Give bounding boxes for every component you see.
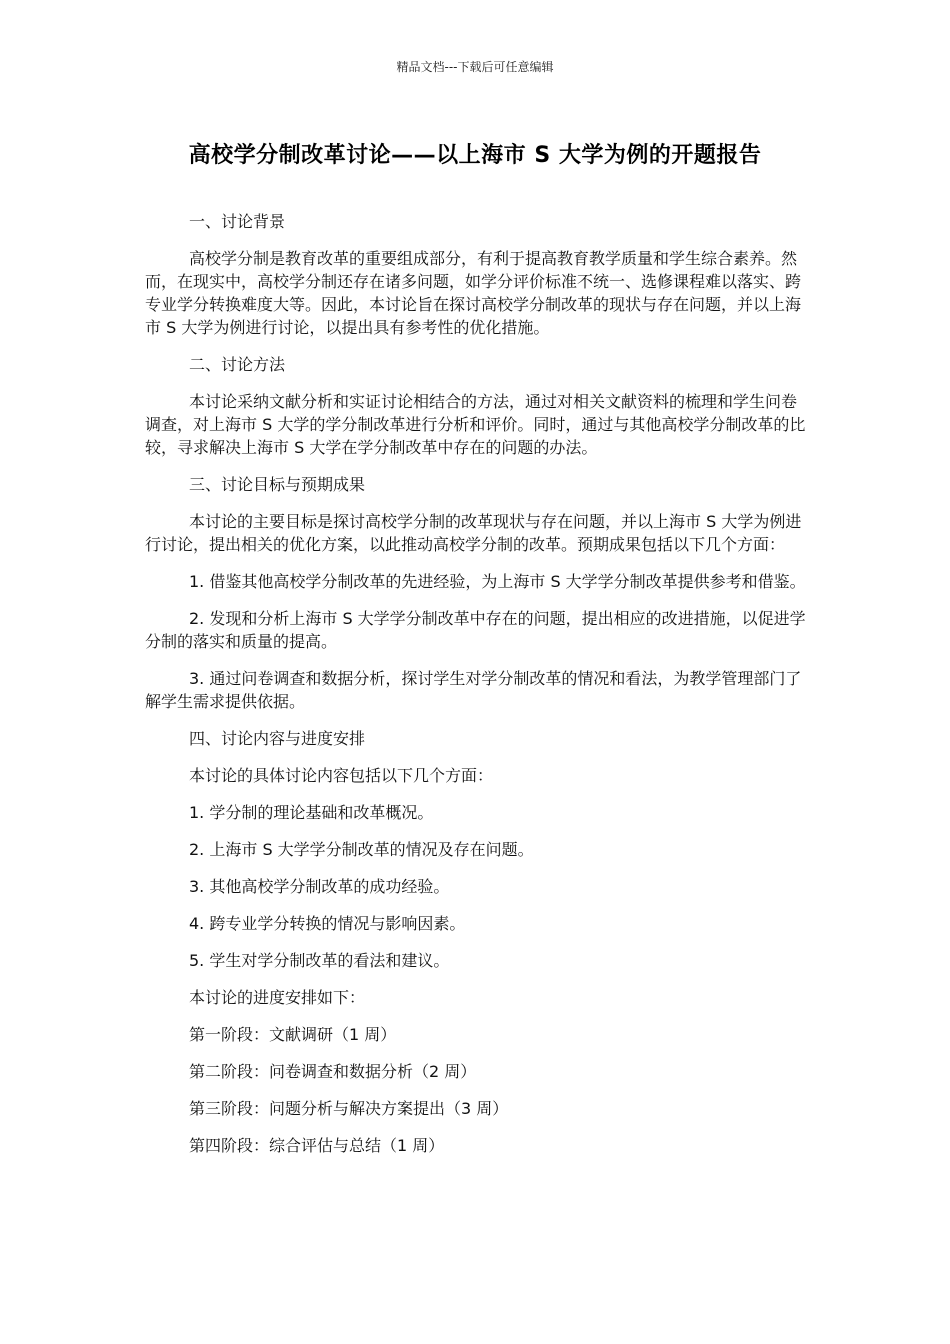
section-heading-goals: 三、讨论目标与预期成果: [189, 475, 366, 494]
goal-item-3: 3. 通过问卷调查和数据分析，探讨学生对学分制改革的情况和看法，为教学管理部门了解学生需求提供依据。: [145, 669, 802, 711]
content-item: 3. 其他高校学分制改革的成功经验。: [189, 877, 450, 896]
paragraph-method: 本讨论采纳文献分析和实证讨论相结合的方法，通过对相关文献资料的梳理和学生问卷调查，对上海市 S 大学的学分制改革进行分析和评价。同时，通过与其他高校学分制改革的比较，寻求解决上海市 S 大学在学分制改革中存在的问题的办法。: [145, 392, 806, 457]
content-item: 4. 跨专业学分转换的情况与影响因素。: [189, 914, 466, 933]
goal-item-2: 2. 发现和分析上海市 S 大学学分制改革中存在的问题，提出相应的改进措施，以促进学分制的落实和质量的提高。: [145, 609, 806, 651]
schedule-item: 第四阶段：综合评估与总结（1 周）: [189, 1136, 445, 1155]
goal-item-1: 1. 借鉴其他高校学分制改革的先进经验，为上海市 S 大学学分制改革提供参考和借鉴。: [189, 572, 806, 591]
page-header: 精品文档---下载后可任意编辑: [396, 60, 554, 74]
schedule-item: 第一阶段：文献调研（1 周）: [189, 1025, 397, 1044]
schedule-item: 第三阶段：问题分析与解决方案提出（3 周）: [189, 1099, 509, 1118]
paragraph-background: 高校学分制是教育改革的重要组成部分，有利于提高教育教学质量和学生综合素养。然而，在现实中，高校学分制还存在诸多问题，如学分评价标准不统一、选修课程难以落实、跨专业学分转换难度大等。因此，本讨论旨在探讨高校学分制改革的现状与存在问题，并以上海市 S 大学为例进行讨论，以提出具有参考性的优化措施。: [145, 249, 802, 337]
section-heading-background: 一、讨论背景: [189, 212, 286, 231]
document-body: [145, 210, 807, 1171]
section-heading-method: 二、讨论方法: [189, 355, 286, 374]
section-heading-content: 四、讨论内容与进度安排: [189, 729, 366, 748]
content-item: 1. 学分制的理论基础和改革概况。: [189, 803, 434, 822]
content-item: 2. 上海市 S 大学学分制改革的情况及存在问题。: [189, 840, 534, 859]
content-item: 5. 学生对学分制改革的看法和建议。: [189, 951, 450, 970]
content-intro: 本讨论的具体讨论内容包括以下几个方面：: [189, 766, 494, 785]
schedule-item: 第二阶段：问卷调查和数据分析（2 周）: [189, 1062, 477, 1081]
document-title: 高校学分制改革讨论——以上海市 S 大学为例的开题报告: [188, 143, 762, 168]
schedule-intro: 本讨论的进度安排如下：: [189, 988, 366, 1007]
paragraph-goals: 本讨论的主要目标是探讨高校学分制的改革现状与存在问题，并以上海市 S 大学为例进行讨论，提出相关的优化方案，以此推动高校学分制的改革。预期成果包括以下几个方面：: [145, 512, 802, 554]
